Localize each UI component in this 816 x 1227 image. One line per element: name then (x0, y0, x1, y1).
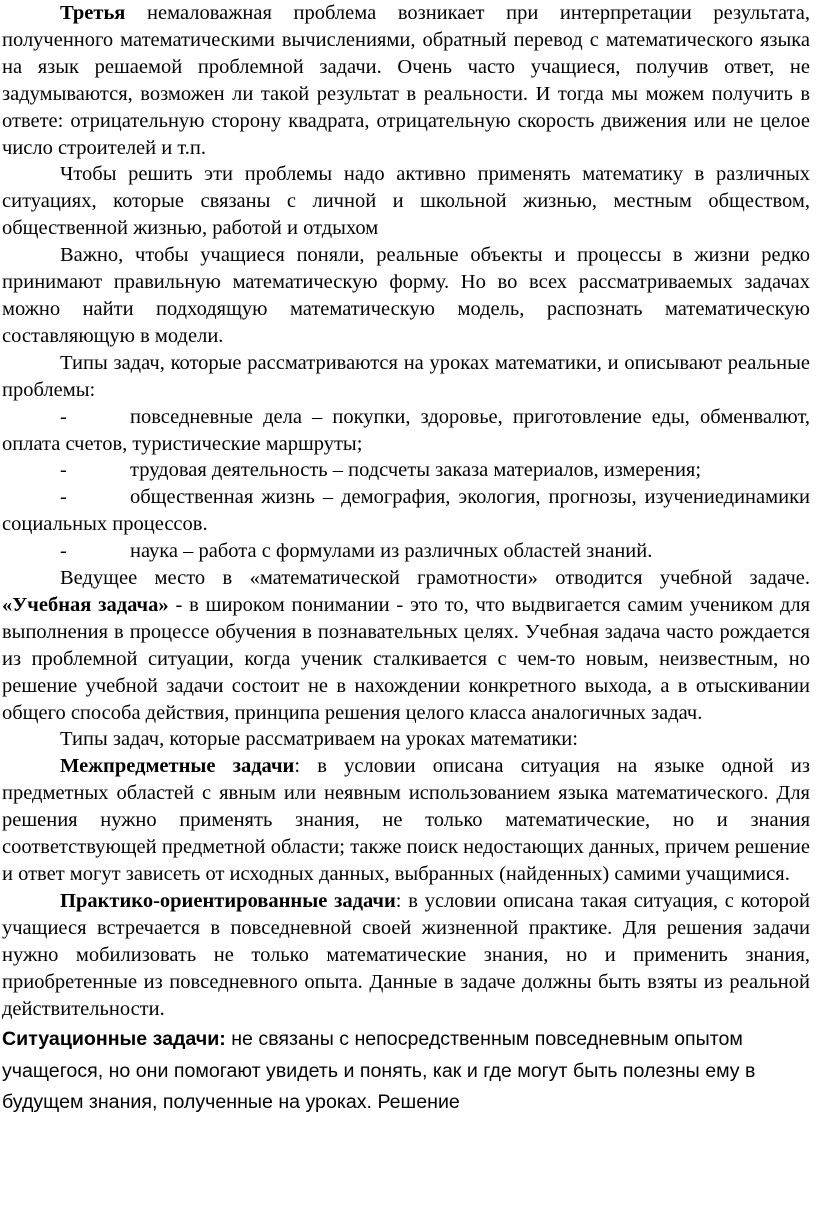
list-item-text: наука – работа с формулами из различных областей знаний. (130, 540, 653, 563)
paragraph-text: Ведущее место в «математической грамотности» отводится учебной задаче. (60, 567, 810, 590)
paragraph-apply-math: Чтобы решить эти проблемы надо активно применять математику в различных ситуациях, которые связаны с личной и школьной жизнью, местным обществом, общественной жизнью, работой и отдыхом (2, 163, 810, 240)
bold-term-interdisciplinary: Межпредметные задачи (60, 755, 295, 778)
paragraph-text: - в широком понимании - это то, что выдвигается самим учеником для выполнения в процессе обучения в познавательных целях. Учебная задача часто рождается из проблемной ситуации, когда ученик сталкивается с чем-то новым, неизвестным, но решение учебной задачи состоит не в нахождении конкретного выхода, а в отыскивании общего способа действия, принципа решения целого класса аналогичных задач. (2, 593, 810, 724)
list-dash: - (60, 459, 67, 482)
list-item-everyday (2, 404, 810, 458)
bold-term-learning-task: «Учебная задача» (2, 593, 169, 616)
paragraph-text: немаловажная проблема возникает при интерпретации результата, полученного математическими вычислениями, обратный перевод с математического языка на язык решаемой проблемной задачи. Очень часто учащиеся, получив ответ, не задумываются, возможен ли такой результат в реальности. И тогда мы можем получить в ответе: отрицательную сторону квадрата, отрицательную скорость движения или не целое число строителей и т.п. (2, 2, 810, 159)
bold-term-situational: Ситуационные задачи: (2, 1028, 226, 1051)
paragraph-text: : в условии описана такая ситуация, с которой учащиеся встречается в повседневной своей жизненной практике. Для решения задачи нужно мобилизовать не только математические знания, но и применить знания, приобретенные из повседневного опыта. Данные в задаче должны быть взяты из реальной действительности. (2, 889, 810, 1020)
paragraph-task-types-lessons: Типы задач, которые рассматриваем на уроках математики: (60, 728, 578, 751)
list-dash: - (60, 486, 67, 509)
list-item-science (2, 538, 810, 565)
list-item-text: общественная жизнь – демография, экология, прогнозы, изучениединамики социальных процессов. (2, 486, 810, 536)
paragraph-interdisciplinary (2, 753, 810, 888)
list-item-text: трудовая деятельность – подсчеты заказа материалов, измерения; (130, 459, 702, 482)
list-item-work (2, 457, 810, 484)
bold-term-practice-oriented: Практико-ориентированные задачи (60, 889, 396, 912)
list-item-text: повседневные дела – покупки, здоровье, приготовление еды, обменвалют, оплата счетов, туристические маршруты; (2, 405, 810, 455)
paragraph-task-types-intro: Типы задач, которые рассматриваются на уроках математики, и описывают реальные проблемы: (2, 351, 810, 401)
paragraph-text: не связаны с непосредственным повседневным опытом учащегося, но они помогают увидеть и понять, как и где могут быть полезны ему в будущем знания, полученные на уроках. Решение (2, 1028, 756, 1114)
list-dash: - (60, 540, 67, 563)
paragraph-text: : в условии описана ситуация на языке одной из предметных областей с явным или неявным использованием языка математического. Для решения нужно применять знания, не только математические, но и знания соответствующей предметной области; также поиск недостающих данных, причем решение и ответ могут зависеть от исходных данных, выбранных (найденных) самими учащимися. (2, 755, 810, 885)
paragraph-situational (2, 1024, 810, 1119)
paragraph-real-objects: Важно, чтобы учащиеся поняли, реальные объекты и процессы в жизни редко принимают правильную математическую форму. Но во всех рассматриваемых задачах можно найти подходящую математическую модель, распознать математическую составляющую в модели. (2, 244, 810, 347)
bold-term-third: Третья (60, 2, 126, 24)
paragraph-learning-task (2, 565, 810, 726)
paragraph-practice-oriented (2, 888, 810, 1023)
list-item-public-life (2, 484, 810, 538)
list-dash: - (60, 405, 67, 428)
paragraph-interpretation-problem (2, 0, 810, 161)
